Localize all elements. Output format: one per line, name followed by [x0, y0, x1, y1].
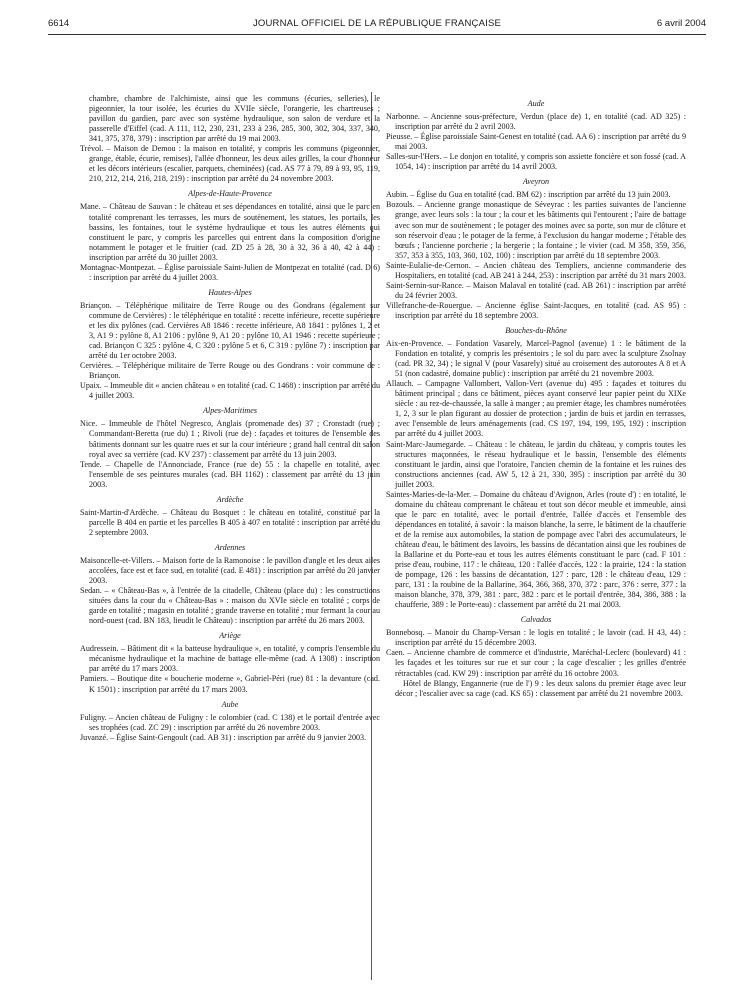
monument-entry: Saint-Martin-d'Ardèche. – Château du Bosquet : le château en totalité, constitué par la parcelle B 404 en partie et les parcelles B 405 à 407 en totalité : inscription par arrêté du 2 septembre 2003.	[80, 507, 380, 537]
monument-entry: Aix-en-Provence. – Fondation Vasarely, Marcel-Pagnol (avenue) 1 : le bâtiment de la Fondation en totalité, y compris les présentoirs ; le sol du parc avec la sculpture Zsolnay (cad. PR 32, 34) ; le signal V (pour Vasarely) situé au croisement des autoroutes A 8 et A 51 (non cadastré, domaine public) : inscription par arrêté du 21 novembre 2003.	[386, 339, 686, 379]
department-heading: Ariège	[219, 631, 241, 641]
monument-entry: Tende. – Chapelle de l'Annonciade, France (rue de) 55 : la chapelle en totalité, avec l'ensemble de ses peintures murales (cad. BH 1162) : classement par arrêté du 13 juin 2003.	[80, 459, 380, 489]
monument-entry: Sedan. – « Château-Bas », à l'entrée de la citadelle, Château (place du) : les constructions situées dans la cour du « Château-Bas » : maison du XVIe siècle en totalité ; corps de garde en totalité ; magasin en totalité ; grande traverse en totalité ; mur fermant la cour au nord-ouest (cad. BN 183, lieudit le Château) : inscription par arrêté du 26 mars 2003.	[80, 586, 380, 626]
monument-entry: Trévol. – Maison de Demou : la maison en totalité, y compris les communs (pigeonnier, grange, étable, écurie, remises), l'allée d'honneur, les deux ailes grilles, la cour d'honneur et les décors intérieurs (escalier, parquets, cheminées) (cad. AS 77 à 79, 89 à 93, 95, 119, 210, 212, 214, 216, 218, 219) : inscription par arrêté du 24 novembre 2003.	[80, 144, 380, 184]
monument-entry: Nice. – Immeuble de l'hôtel Negresco, Anglais (promenade des) 37 ; Cronstadt (rue) ; Commandant-Beretta (rue du) 1 ; Rivoli (rue de) : façades et toitures de l'ensemble des bâtiments donnant sur les quatre rues et sur la cour intérieure ; grand hall central dit salon royal avec sa verrière (cad. KV 237) : classement par arrêté du 13 juin 2003.	[80, 419, 380, 459]
monument-entry: Mane. – Château de Sauvan : le château et ses dépendances en totalité, ainsi que le parc en totalité comprenant les terrasses, les murs de soutènement, les statues, les portails, les bassins, les fontaines, tout le système hydraulique et tous les autres éléments qui constituent le parc, y compris les parcelles qui entrent dans la composition d'origine notamment le potager et le fruitier (cad. ZD 25 à 28, 30 à 32, 36 à 40, 42 à 44) : inscription par arrêté du 30 juillet 2003.	[80, 202, 380, 262]
department-heading: Alpes-de-Haute-Provence	[188, 189, 272, 199]
department-heading: Ardèche	[216, 494, 244, 504]
journal-title: JOURNAL OFFICIEL DE LA RÉPUBLIQUE FRANÇAISE	[252, 18, 502, 29]
department-heading: Aveyron	[522, 177, 550, 187]
monument-entry: Fuligny. – Ancien château de Fuligny : le colombier (cad. C 138) et le portail d'entrée avec ses trophées (cad. ZC 29) : inscription par arrêté du 26 novembre 2003.	[80, 712, 380, 732]
left-column	[80, 94, 380, 743]
entry-continuation: chambre, chambre de l'alchimiste, ainsi que les communs (écuries, selleries), le pigeonnier, la tour isolée, les écuries du XVIIe siècle, l'orangerie, les chartreuses ; pavillon du gardien, parc avec son système hydraulique, son salon de verdure et la passerelle d'Eiffel (cad. A 111, 112, 230, 231, 233 à 236, 285, 300, 302, 304, 337, 340, 341, 375, 378, 379) : inscription par arrêté du 19 mai 2003.	[89, 94, 380, 144]
monument-entry: Villefranche-de-Rouergue. – Ancienne église Saint-Jacques, en totalité (cad. AS 95) : inscription par arrêté du 18 septembre 2003.	[386, 300, 686, 320]
monument-entry: Allauch. – Campagne Vallombert, Vallon-Vert (avenue du) 495 : façades et toitures du bâtiment principal ; dans ce bâtiment, pièces ayant conservé leur papier peint du XIXe siècle : au rez-de-chaussée, la salle à manger ; au premier étage, les chambres numérotées 1, 2, 3 sur le plan figurant au dossier de protection ; jardin de buis et jardin en terrasses, avec l'ensemble de leurs aménagements (cad. CS 197, 194, 199, 195, 192) : inscription par arrêté du 4 juillet 2003.	[386, 379, 686, 439]
monument-entry: Briançon. – Téléphérique militaire de Terre Rouge ou des Gondrans (également sur commune de Cervières) : le téléphérique en totalité : recette inférieure, recette supérieure et les dix pylônes (cad. Cervières A8 1846 : recette inférieure, A8 1841 : pylônes 1, 2 et 3, A1 9 : pylône 8, A1 2106 : pylône 9, A1 20 : pylône 10, A1 1946 : recette supérieure ; cad. Briançon C 325 : pylône 4, C 320 : pylône 5 et 6, C 319 : pylône 7) : inscription par arrêté du 1er octobre 2003.	[80, 300, 380, 361]
monument-entry: Audressein. – Bâtiment dit « la batteuse hydraulique », en totalité, y compris l'ensemble du mécanisme hydraulique et la machine de battage elle-même (cad. A 1308) : inscription par arrêté du 17 mars 2003.	[80, 644, 380, 674]
monument-sub-entry: Hôtel de Blangy, Engannerie (rue de l') 9 : les deux salons du premier étage avec leur décor ; l'escalier avec sa cage (cad. KS 65) : classement par arrêté du 21 novembre 2003.	[395, 678, 686, 698]
page-header	[48, 18, 706, 32]
monument-entry: Salles-sur-l'Hers. – Le donjon en totalité, y compris son assiette foncière et son fossé (cad. A 1054, 14) : inscription par arrêté du 14 avril 2003.	[386, 152, 686, 172]
monument-entry: Aubin. – Église du Gua en totalité (cad. BM 62) : inscription par arrêté du 13 juin 2003.	[386, 190, 671, 200]
monument-entry: Saint-Marc-Jaumegarde. – Château : le château, le jardin du château, y compris toutes les structures maçonnées, le réseau hydraulique et le bassin, l'ensemble des éléments constituant le jardin, ainsi que l'oratoire, l'ancien chemin de la fontaine et les ruines des constructions anciennes (cad. AW 5, 12 à 21, 330, 395) : inscription par arrêté du 30 juillet 2003.	[386, 439, 686, 489]
monument-entry: Bonnebosq. – Manoir du Champ-Versan : le logis en totalité ; le lavoir (cad. H 43, 44) : inscription par arrêté du 15 décembre 2003.	[386, 628, 686, 648]
monument-entry: Sainte-Eulalie-de-Cernon. – Ancien château des Templiers, ancienne commanderie des Hospitaliers, en totalité (cad. AB 241 à 244, 253) : inscription par arrêté du 31 mars 2003.	[386, 260, 686, 280]
monument-entry: Juvanzé. – Église Saint-Gengoult (cad. AB 31) : inscription par arrêté du 9 janvier 2003.	[80, 732, 367, 742]
monument-entry: Saint-Sernin-sur-Rance. – Maison Malaval en totalité (cad. AB 261) : inscription par arrêté du 24 février 2003.	[386, 280, 686, 300]
department-heading: Aube	[221, 699, 239, 709]
monument-entry: Bozouls. – Ancienne grange monastique de Séveyrac : les parties suivantes de l'ancienne grange, avec leurs sols : la tour ; la cour et les bâtiments qui l'entourent ; l'aire de battage avec son mur de soutènement ; le potager des moines avec sa porte, son mur de clôture et son réservoir d'eau ; le potager de la ferme, à l'exclusion du hangar moderne ; l'étable des bœufs ; l'ancienne porcherie ; la bergerie ; la fontaine ; le vivier (cad. M 358, 359, 356, 357, 353 à 355, 103, 360, 102, 100) : inscription par arrêté du 18 septembre 2003.	[386, 200, 686, 260]
department-heading: Hautes-Alpes	[208, 287, 252, 297]
monument-entry: Maisoncelle-et-Villers. – Maison forte de la Ramonoise : le pavillon d'angle et les deux ailes accolées, face est et face sud, en totalité (cad. E 481) : inscription par arrêté du 20 janvier 2003.	[80, 555, 380, 586]
monument-entry: Pamiers. – Boutique dite « boucherie moderne », Gabriel-Péri (rue) 81 : la devanture (cad. K 1501) : inscription par arrêté du 17 mars 2003.	[80, 674, 380, 694]
department-heading: Ardennes	[214, 542, 246, 552]
department-heading: Calvados	[520, 615, 552, 625]
monument-entry: Saintes-Maries-de-la-Mer. – Domaine du château d'Avignon, Arles (route d') : en totalité, le domaine du château comprenant le château et tout son décor meuble et immeuble, ainsi que le parc en totalité, avec le portail d'entrée, l'allée d'accès et l'ensemble des dépendances en totalité, à savoir : la maison blanche, la serre, le bâtiment de la chaufferie et de la remise aux automobiles, la station de pompage avec l'abri des accumulateurs, le château d'eau, le bâtiment des lavoirs, les bassins de décantation ainsi que les roubines de la Ballarine et du Porte-eau et tous les autres éléments constituant le parc (cad. F 101 : prise d'eau, roubine, 117 : le château, 120 : l'allée d'accès, 122 : la prairie, 124 : la station de pompage, 126 : les bassins de décantation, 127 : parc, 128 : le château d'eau, 129 : parc, 131 : la roubine de la Ballarine, 364, 366, 368, 370, 372 : parc, 376 : serre, 377 : la maison blanche, 378, 379, 381 : parc, 382 : parc et le portail d'entrée, 384, 386, 388 : la chaufferie, 389 : le Porte-eau) : classement par arrêté du 21 mai 2003.	[386, 489, 686, 610]
header-rule	[48, 34, 706, 35]
page-number: 6614	[48, 18, 70, 29]
department-heading: Aude	[527, 99, 545, 108]
monument-entry: Caen. – Ancienne chambre de commerce et d'industrie, Maréchal-Leclerc (boulevard) 41 : les façades et les toitures sur rue et sur cour ; la cage d'escalier ; les grilles d'entrée rétractables (cad. KW 29) : inscription par arrêté du 16 octobre 2003.	[386, 648, 686, 678]
department-heading: Bouches-du-Rhône	[505, 325, 567, 335]
right-column	[386, 94, 686, 699]
monument-entry: Cervières. – Téléphérique militaire de Terre Rouge ou des Gondrans : voir commune de : Briançon.	[80, 361, 380, 381]
monument-entry: Montagnac-Montpezat. – Église paroissiale Saint-Julien de Montpezat en totalité (cad. D 6) : inscription par arrêté du 4 juillet 2003.	[80, 262, 380, 282]
department-heading: Alpes-Maritimes	[203, 406, 257, 416]
issue-date: 6 avril 2004	[656, 18, 706, 29]
monument-entry: Narbonne. – Ancienne sous-préfecture, Verdun (place de) 1, en totalité (cad. AD 325) : inscription par arrêté du 2 avril 2003.	[386, 112, 686, 132]
monument-entry: Upaix. – Immeuble dit « ancien château » en totalité (cad. C 1468) : inscription par arrêté du 4 juillet 2003.	[80, 381, 380, 401]
monument-entry: Pieusse. – Église paroissiale Saint-Genest en totalité (cad. AA 6) : inscription par arrêté du 9 mai 2003.	[386, 132, 686, 152]
